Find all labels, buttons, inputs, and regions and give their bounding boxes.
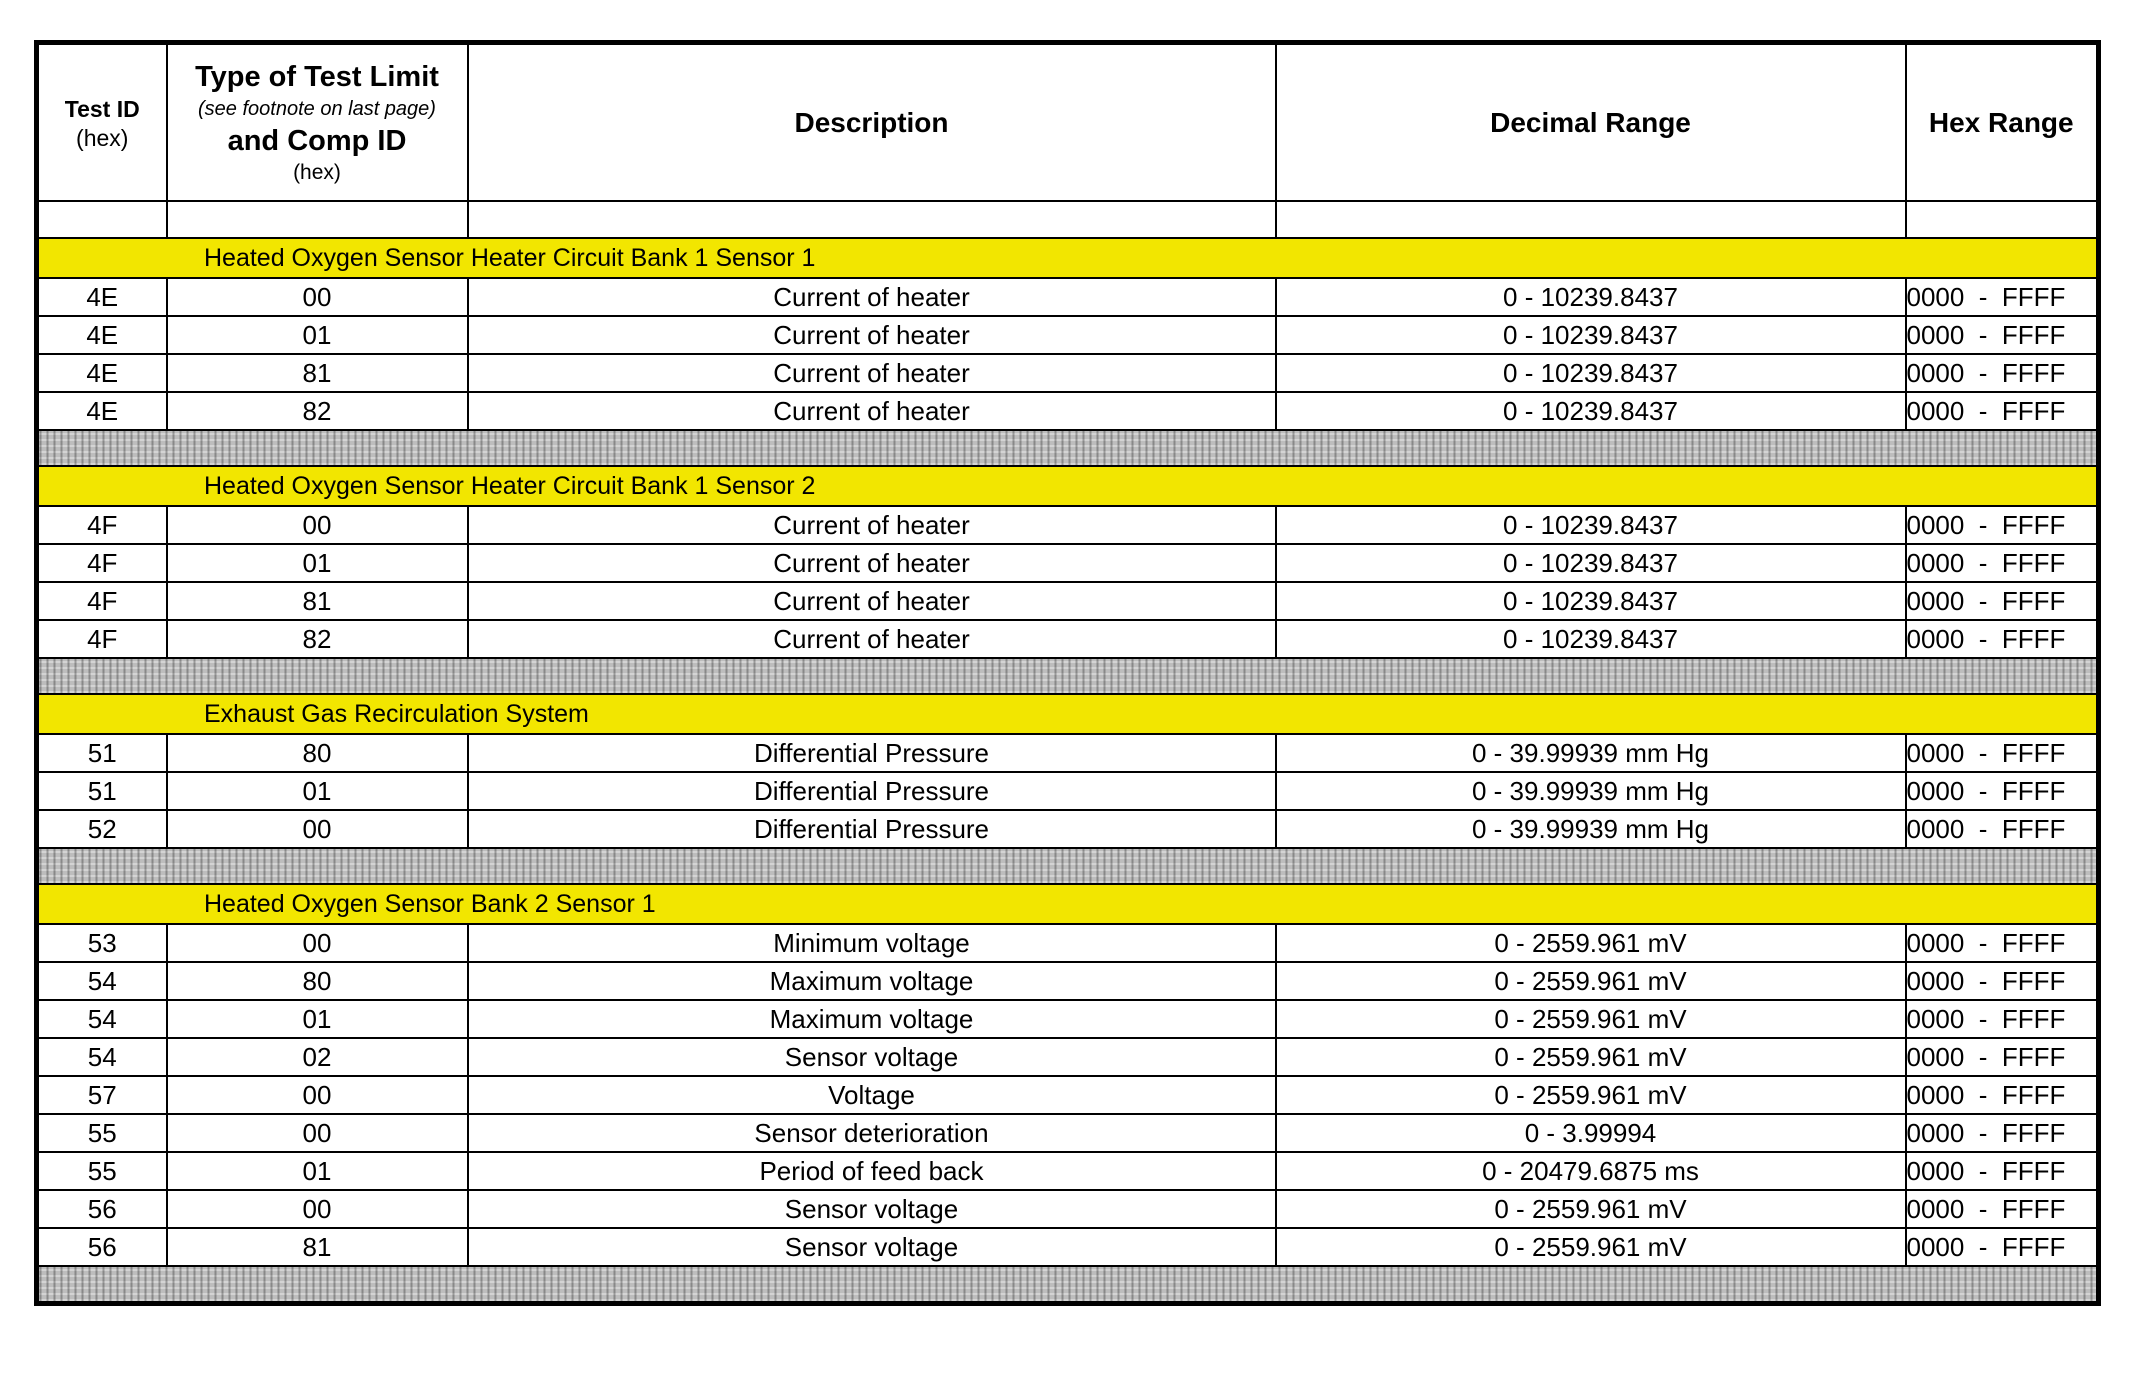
table-row	[37, 924, 2099, 962]
comp-id-cell: 01	[167, 544, 468, 582]
description-cell: Sensor deterioration	[468, 1114, 1276, 1152]
header-description	[468, 43, 1276, 202]
decimal-range-cell: 0 - 10239.8437	[1276, 620, 1906, 658]
section-header-row	[37, 694, 2099, 734]
test-id-cell: 4E	[37, 316, 167, 354]
comp-id-cell: 81	[167, 1228, 468, 1266]
table-row	[37, 1076, 2099, 1114]
table-row	[37, 544, 2099, 582]
hex-range-cell: 0000 - FFFF	[1906, 1190, 2099, 1228]
header-hex-range-label: Hex Range	[1928, 106, 2074, 138]
spacer-cell	[37, 201, 167, 238]
comp-id-cell: 80	[167, 734, 468, 772]
decimal-range-cell: 0 - 2559.961 mV	[1276, 962, 1906, 1000]
test-id-cell: 4F	[37, 544, 167, 582]
table-row	[37, 962, 2099, 1000]
test-limits-table	[34, 40, 2101, 1306]
test-id-cell: 51	[37, 734, 167, 772]
test-id-cell: 4F	[37, 620, 167, 658]
section-header-row	[37, 466, 2099, 506]
table-row	[37, 354, 2099, 392]
hex-range-cell: 0000 - FFFF	[1906, 1076, 2099, 1114]
decimal-range-cell: 0 - 10239.8437	[1276, 392, 1906, 430]
separator-band	[37, 848, 2099, 884]
header-decimal-range	[1276, 43, 1906, 202]
decimal-range-cell: 0 - 3.99994	[1276, 1114, 1906, 1152]
hex-range-cell: 0000 - FFFF	[1906, 1038, 2099, 1076]
hex-range-cell: 0000 - FFFF	[1906, 620, 2099, 658]
description-cell: Voltage	[468, 1076, 1276, 1114]
decimal-range-cell: 0 - 2559.961 mV	[1276, 1228, 1906, 1266]
description-cell: Current of heater	[468, 316, 1276, 354]
hex-range-cell: 0000 - FFFF	[1906, 354, 2099, 392]
comp-id-cell: 00	[167, 1114, 468, 1152]
header-hex-range	[1906, 43, 2099, 202]
table-row	[37, 772, 2099, 810]
comp-id-cell: 80	[167, 962, 468, 1000]
table-body	[37, 201, 2099, 1304]
header-test-id	[37, 43, 167, 202]
test-id-cell: 56	[37, 1228, 167, 1266]
decimal-range-cell: 0 - 2559.961 mV	[1276, 1076, 1906, 1114]
table-row	[37, 1190, 2099, 1228]
spacer-cell	[167, 201, 468, 238]
table-row	[37, 278, 2099, 316]
header-row	[37, 43, 2099, 202]
table-row	[37, 582, 2099, 620]
separator-band	[37, 430, 2099, 466]
section-title: Heated Oxygen Sensor Bank 2 Sensor 1	[37, 884, 2099, 924]
decimal-range-cell: 0 - 10239.8437	[1276, 544, 1906, 582]
description-cell: Differential Pressure	[468, 734, 1276, 772]
test-id-cell: 56	[37, 1190, 167, 1228]
description-cell: Maximum voltage	[468, 962, 1276, 1000]
test-id-cell: 52	[37, 810, 167, 848]
hex-range-cell: 0000 - FFFF	[1906, 1152, 2099, 1190]
table-row	[37, 1038, 2099, 1076]
table-row	[37, 1228, 2099, 1266]
description-cell: Sensor voltage	[468, 1228, 1276, 1266]
section-title: Exhaust Gas Recirculation System	[37, 694, 2099, 734]
table-row	[37, 316, 2099, 354]
hex-range-cell: 0000 - FFFF	[1906, 392, 2099, 430]
hex-range-cell: 0000 - FFFF	[1906, 1114, 2099, 1152]
hex-range-cell: 0000 - FFFF	[1906, 772, 2099, 810]
comp-id-cell: 82	[167, 620, 468, 658]
table-row	[37, 506, 2099, 544]
section-title: Heated Oxygen Sensor Heater Circuit Bank 1 Sensor 1	[37, 238, 2099, 278]
description-cell: Current of heater	[468, 620, 1276, 658]
hex-range-cell: 0000 - FFFF	[1906, 1228, 2099, 1266]
hex-range-cell: 0000 - FFFF	[1906, 544, 2099, 582]
decimal-range-cell: 0 - 2559.961 mV	[1276, 1000, 1906, 1038]
test-id-cell: 55	[37, 1114, 167, 1152]
hex-range-cell: 0000 - FFFF	[1906, 962, 2099, 1000]
hex-range-cell: 0000 - FFFF	[1906, 734, 2099, 772]
test-id-cell: 4E	[37, 392, 167, 430]
spacer-row	[37, 201, 2099, 238]
comp-id-cell: 81	[167, 582, 468, 620]
test-id-cell: 51	[37, 772, 167, 810]
header-description-label: Description	[794, 106, 949, 138]
decimal-range-cell: 0 - 2559.961 mV	[1276, 924, 1906, 962]
section-separator	[37, 1266, 2099, 1304]
separator-band	[37, 1266, 2099, 1304]
hex-range-cell: 0000 - FFFF	[1906, 278, 2099, 316]
hex-range-cell: 0000 - FFFF	[1906, 1000, 2099, 1038]
description-cell: Current of heater	[468, 354, 1276, 392]
test-id-cell: 4F	[37, 582, 167, 620]
table-row	[37, 620, 2099, 658]
comp-id-cell: 00	[167, 810, 468, 848]
header-comp-id-unit: (hex)	[293, 160, 341, 184]
header-decimal-range-label: Decimal Range	[1490, 106, 1691, 138]
header-test-id-unit: (hex)	[76, 124, 129, 151]
test-id-cell: 53	[37, 924, 167, 962]
test-id-cell: 54	[37, 962, 167, 1000]
description-cell: Sensor voltage	[468, 1038, 1276, 1076]
spacer-cell	[468, 201, 1276, 238]
decimal-range-cell: 0 - 10239.8437	[1276, 582, 1906, 620]
comp-id-cell: 00	[167, 506, 468, 544]
section-separator	[37, 430, 2099, 466]
comp-id-cell: 01	[167, 1152, 468, 1190]
description-cell: Differential Pressure	[468, 810, 1276, 848]
description-cell: Period of feed back	[468, 1152, 1276, 1190]
comp-id-cell: 00	[167, 924, 468, 962]
decimal-range-cell: 0 - 39.99939 mm Hg	[1276, 810, 1906, 848]
test-id-cell: 4E	[37, 354, 167, 392]
comp-id-cell: 01	[167, 772, 468, 810]
test-id-cell: 57	[37, 1076, 167, 1114]
hex-range-cell: 0000 - FFFF	[1906, 316, 2099, 354]
decimal-range-cell: 0 - 10239.8437	[1276, 278, 1906, 316]
decimal-range-cell: 0 - 2559.961 mV	[1276, 1190, 1906, 1228]
description-cell: Current of heater	[468, 278, 1276, 316]
section-separator	[37, 658, 2099, 694]
section-header-row	[37, 238, 2099, 278]
comp-id-cell: 00	[167, 1190, 468, 1228]
description-cell: Minimum voltage	[468, 924, 1276, 962]
decimal-range-cell: 0 - 20479.6875 ms	[1276, 1152, 1906, 1190]
table-row	[37, 734, 2099, 772]
header-comp-id-label: and Comp ID	[227, 124, 407, 157]
comp-id-cell: 82	[167, 392, 468, 430]
decimal-range-cell: 0 - 2559.961 mV	[1276, 1038, 1906, 1076]
decimal-range-cell: 0 - 39.99939 mm Hg	[1276, 772, 1906, 810]
table-row	[37, 1000, 2099, 1038]
test-id-cell: 4E	[37, 278, 167, 316]
separator-band	[37, 658, 2099, 694]
description-cell: Sensor voltage	[468, 1190, 1276, 1228]
description-cell: Current of heater	[468, 392, 1276, 430]
hex-range-cell: 0000 - FFFF	[1906, 506, 2099, 544]
test-id-cell: 54	[37, 1038, 167, 1076]
test-id-cell: 54	[37, 1000, 167, 1038]
spacer-cell	[1276, 201, 1906, 238]
header-limit-type-label: Type of Test Limit	[195, 60, 439, 93]
comp-id-cell: 00	[167, 1076, 468, 1114]
comp-id-cell: 02	[167, 1038, 468, 1076]
description-cell: Current of heater	[468, 582, 1276, 620]
comp-id-cell: 81	[167, 354, 468, 392]
hex-range-cell: 0000 - FFFF	[1906, 810, 2099, 848]
description-cell: Current of heater	[468, 544, 1276, 582]
spacer-cell	[1906, 201, 2099, 238]
decimal-range-cell: 0 - 10239.8437	[1276, 316, 1906, 354]
comp-id-cell: 01	[167, 1000, 468, 1038]
comp-id-cell: 00	[167, 278, 468, 316]
header-test-id-label: Test ID	[64, 95, 140, 122]
header-limit-type	[167, 43, 468, 202]
section-header-row	[37, 884, 2099, 924]
decimal-range-cell: 0 - 10239.8437	[1276, 354, 1906, 392]
decimal-range-cell: 0 - 39.99939 mm Hg	[1276, 734, 1906, 772]
description-cell: Current of heater	[468, 506, 1276, 544]
test-id-cell: 55	[37, 1152, 167, 1190]
hex-range-cell: 0000 - FFFF	[1906, 582, 2099, 620]
table-row	[37, 810, 2099, 848]
hex-range-cell: 0000 - FFFF	[1906, 924, 2099, 962]
table-row	[37, 392, 2099, 430]
test-id-cell: 4F	[37, 506, 167, 544]
section-title: Heated Oxygen Sensor Heater Circuit Bank 1 Sensor 2	[37, 466, 2099, 506]
decimal-range-cell: 0 - 10239.8437	[1276, 506, 1906, 544]
header-footnote-note: (see footnote on last page)	[198, 97, 436, 120]
table-row	[37, 1152, 2099, 1190]
description-cell: Maximum voltage	[468, 1000, 1276, 1038]
comp-id-cell: 01	[167, 316, 468, 354]
section-separator	[37, 848, 2099, 884]
description-cell: Differential Pressure	[468, 772, 1276, 810]
table-row	[37, 1114, 2099, 1152]
